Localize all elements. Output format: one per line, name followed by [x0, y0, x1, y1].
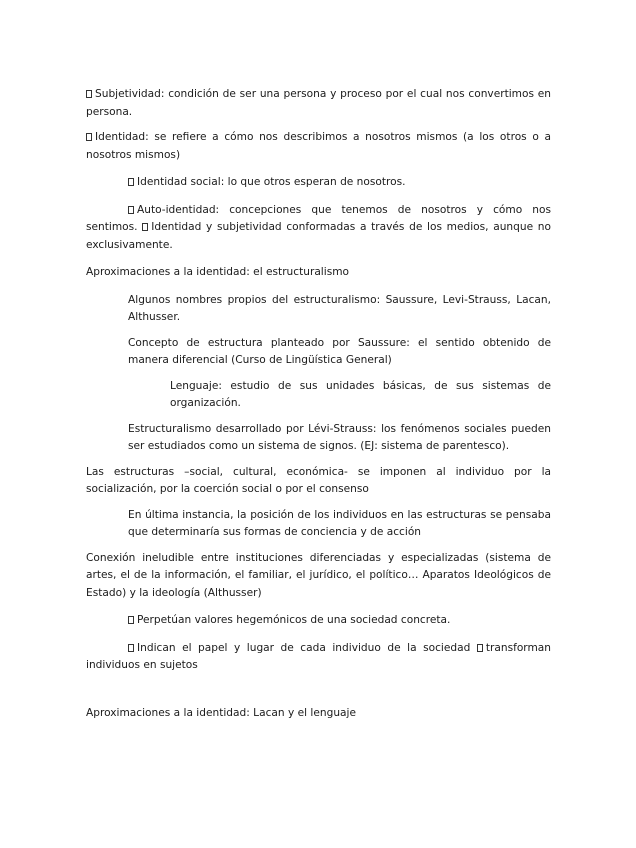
estructuras-paragraph: Las estructuras –social, cultural, económica- se imponen al individuo por la socialización, por la coerción social o por el consenso — [86, 465, 551, 495]
bullet-box-icon — [477, 644, 483, 652]
bullet-box-icon — [128, 206, 134, 214]
individuos-posicion-item: En última instancia, la posición de los individuos en las estructuras se pensaba que determinaría sus formas de conciencia y de acción — [128, 508, 551, 538]
auto-identidad-item: Auto-identidad: concepciones que tenemos de nosotros y cómo nos sentimos. Identidad y subjetividad conformadas a través de los medios, aunque no exclusivamente. — [86, 203, 551, 251]
bullet-box-icon — [128, 616, 134, 624]
saussure-structure: Concepto de estructura planteado por Saussure: el sentido obtenido de manera diferencial (Curso de Lingüística General) — [128, 336, 551, 366]
identidad-definition: Identidad: se refiere a cómo nos describimos a nosotros mismos (a los otros o a nosotros mismos) — [86, 131, 551, 161]
bullet-box-icon — [86, 133, 92, 141]
indican-item: Indican el papel y lugar de cada individuo de la sociedad transforman individuos en sujetos — [86, 641, 551, 671]
bullet-box-icon — [128, 644, 134, 652]
structuralism-names: Algunos nombres propios del estructuralismo: Saussure, Levi-Strauss, Lacan, Althusser. — [128, 293, 551, 323]
subjetividad-definition: Subjetividad: condición de ser una persona y proceso por el cual nos convertimos en persona. — [86, 88, 551, 118]
identidad-social-item: Identidad social: lo que otros esperan de nosotros. — [86, 174, 551, 192]
bullet-box-icon — [128, 178, 134, 186]
document-page — [86, 86, 551, 722]
lenguaje-item: Lenguaje: estudio de sus unidades básicas, de sus sistemas de organización. — [170, 379, 551, 409]
bullet-box-icon — [142, 223, 148, 231]
section-heading-lacan: Aproximaciones a la identidad: Lacan y el lenguaje — [86, 706, 357, 719]
bullet-box-icon — [86, 90, 92, 98]
instituciones-paragraph: Conexión ineludible entre instituciones diferenciadas y especializadas (sistema de artes, el de la información, el familiar, el jurídico, el político… Aparatos Ideológicos de Estado) y la ideología (Althusser) — [86, 551, 551, 599]
section-heading-estructuralismo: Aproximaciones a la identidad: el estructuralismo — [86, 266, 350, 278]
levi-strauss-item: Estructuralismo desarrollado por Lévi-Strauss: los fenómenos sociales pueden ser estudiados como un sistema de signos. (EJ: sistema de parentesco). — [128, 422, 551, 452]
perpetuan-item: Perpetúan valores hegemónicos de una sociedad concreta. — [86, 612, 551, 630]
